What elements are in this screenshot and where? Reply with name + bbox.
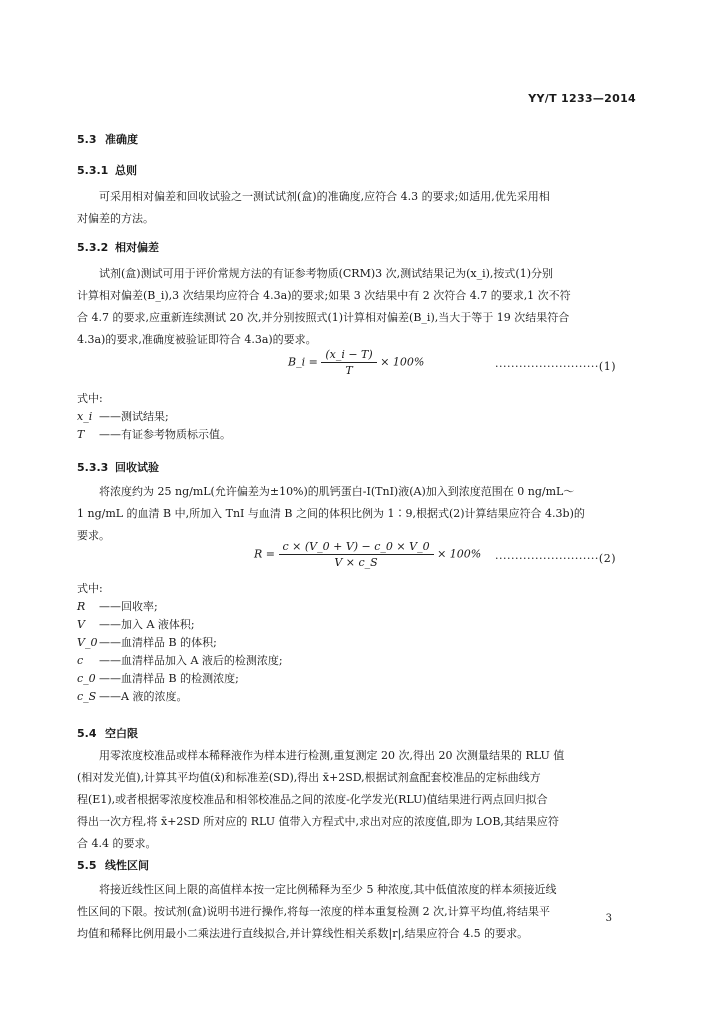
formula-denominator: V × c_S	[334, 556, 378, 569]
page-number: 3	[605, 913, 612, 924]
where-item	[77, 688, 283, 706]
leader-dots: ··························	[495, 552, 599, 565]
paragraph-line: 对偏差的方法。	[77, 212, 154, 225]
section-5-3-1-heading	[77, 162, 137, 178]
section-title: 准确度	[105, 133, 138, 146]
formula-numerator: (x_i − T)	[321, 348, 376, 363]
paragraph-line: 计算相对偏差(B_i),3 次结果均应符合 4.3a)的要求;如果 3 次结果中有 2 次符合 4.7 的要求,1 次不符	[77, 289, 571, 302]
section-5-5-body	[77, 879, 557, 945]
paragraph-line: 可采用相对偏差和回收试验之一测试试剂(盒)的准确度,应符合 4.3 的要求;如适用,优先采用相	[99, 190, 550, 203]
where-symbol: x_i	[77, 410, 93, 423]
section-number: 5.5	[77, 859, 97, 872]
section-5-5-heading	[77, 857, 149, 873]
where-desc: ——血清样品 B 的检测浓度;	[99, 672, 239, 685]
where-symbol: R	[77, 600, 86, 613]
standard-code: YY/T 1233—2014	[528, 92, 636, 105]
paragraph-line: 将接近线性区间上限的高值样本按一定比例稀释为至少 5 种浓度,其中低值浓度的样本须接近线	[99, 883, 557, 896]
section-5-4-body	[77, 745, 564, 855]
paragraph-line: 4.3a)的要求,准确度被验证即符合 4.3a)的要求。	[77, 333, 317, 346]
section-number: 5.3.1	[77, 164, 109, 177]
where-symbol: c_0	[77, 672, 96, 685]
where-item	[77, 426, 231, 444]
formula-fraction	[321, 348, 376, 377]
paragraph-line: 性区间的下限。按试剂(盒)说明书进行操作,将每一浓度的样本重复检测 2 次,计算平均值,将结果平	[77, 905, 551, 918]
paragraph-line: 得出一次方程,将 x̄+2SD 所对应的 RLU 值带入方程式中,求出对应的浓度值,即为 LOB,其结果应符	[77, 815, 559, 828]
paragraph-line: 合 4.4 的要求。	[77, 837, 157, 850]
formula-lhs: R =	[254, 547, 275, 561]
section-number: 5.3	[77, 133, 97, 146]
where-symbol: V_0	[77, 636, 98, 649]
formula-2-number	[495, 552, 616, 565]
section-title: 回收试验	[115, 461, 159, 474]
section-5-4-heading	[77, 725, 138, 741]
where-item	[77, 408, 231, 426]
section-number: 5.3.2	[77, 241, 109, 254]
formula-2-where	[77, 580, 283, 706]
where-item	[77, 616, 283, 634]
where-symbol: c	[77, 654, 84, 667]
where-symbol: V	[77, 618, 85, 631]
where-desc: ——A 液的浓度。	[99, 690, 188, 703]
where-desc: ——有证参考物质标示值。	[99, 428, 231, 441]
where-desc: ——加入 A 液体积;	[99, 618, 195, 631]
paragraph-line: (相对发光值),计算其平均值(x̄)和标准差(SD),得出 x̄+2SD,根据试剂盒配套校准品的定标曲线方	[77, 771, 541, 784]
where-desc: ——血清样品加入 A 液后的检测浓度;	[99, 654, 283, 667]
section-5-3-2-heading	[77, 239, 159, 255]
where-item	[77, 670, 283, 688]
section-5-3-2-body	[77, 263, 571, 351]
paragraph-line: 将浓度约为 25 ng/mL(允许偏差为±10%)的肌钙蛋白-I(TnI)液(A)加入到浓度范围在 0 ng/mL～	[99, 485, 575, 498]
paragraph-line: 程(E1),或者根据零浓度校准品和相邻校准品之间的浓度-化学发光(RLU)值结果进行两点回归拟合	[77, 793, 548, 806]
leader-dots: ··························	[495, 360, 599, 373]
formula-numerator: c × (V_0 + V) − c_0 × V_0	[279, 540, 434, 555]
section-title: 相对偏差	[115, 241, 159, 254]
where-label: 式中:	[77, 582, 103, 595]
where-item	[77, 652, 283, 670]
formula-fraction	[279, 540, 434, 569]
paragraph-line: 要求。	[77, 529, 110, 542]
formula-tail: × 100%	[437, 547, 482, 561]
where-symbol: T	[77, 428, 85, 441]
section-title: 总则	[115, 164, 137, 177]
section-5-3-1-body	[77, 186, 550, 230]
section-number: 5.4	[77, 727, 97, 740]
equation-number: (2)	[598, 552, 617, 565]
section-5-3-heading	[77, 131, 138, 147]
formula-1-number	[495, 360, 616, 373]
where-item	[77, 598, 283, 616]
formula-lhs: B_i =	[288, 355, 318, 369]
paragraph-line: 试剂(盒)测试可用于评价常规方法的有证参考物质(CRM)3 次,测试结果记为(x_i),按式(1)分别	[99, 267, 554, 280]
formula-tail: × 100%	[380, 355, 425, 369]
where-desc: ——回收率;	[99, 600, 158, 613]
section-5-3-3-body	[77, 481, 585, 547]
equation-number: (1)	[598, 360, 617, 373]
where-desc: ——血清样品 B 的体积;	[99, 636, 217, 649]
formula-1-where	[77, 390, 231, 444]
paragraph-line: 均值和稀释比例用最小二乘法进行直线拟合,并计算线性相关系数|r|,结果应符合 4.5 的要求。	[77, 927, 529, 940]
paragraph-line: 合 4.7 的要求,应重新连续测试 20 次,并分别按照式(1)计算相对偏差(B_i),当大于等于 19 次结果符合	[77, 311, 570, 324]
where-item	[77, 634, 283, 652]
formula-1	[288, 348, 424, 377]
section-number: 5.3.3	[77, 461, 109, 474]
paragraph-line: 1 ng/mL 的血清 B 中,所加入 TnI 与血清 B 之间的体积比例为 1∶9,根据式(2)计算结果应符合 4.3b)的	[77, 507, 585, 520]
where-desc: ——测试结果;	[99, 410, 169, 423]
formula-denominator: T	[345, 364, 353, 377]
section-title: 线性区间	[105, 859, 149, 872]
where-symbol: c_S	[77, 690, 97, 703]
paragraph-line: 用零浓度校准品或样本稀释液作为样本进行检测,重复测定 20 次,得出 20 次测量结果的 RLU 值	[99, 749, 565, 762]
where-label: 式中:	[77, 392, 103, 405]
formula-2	[254, 540, 481, 569]
section-5-3-3-heading	[77, 459, 159, 475]
section-title: 空白限	[105, 727, 138, 740]
